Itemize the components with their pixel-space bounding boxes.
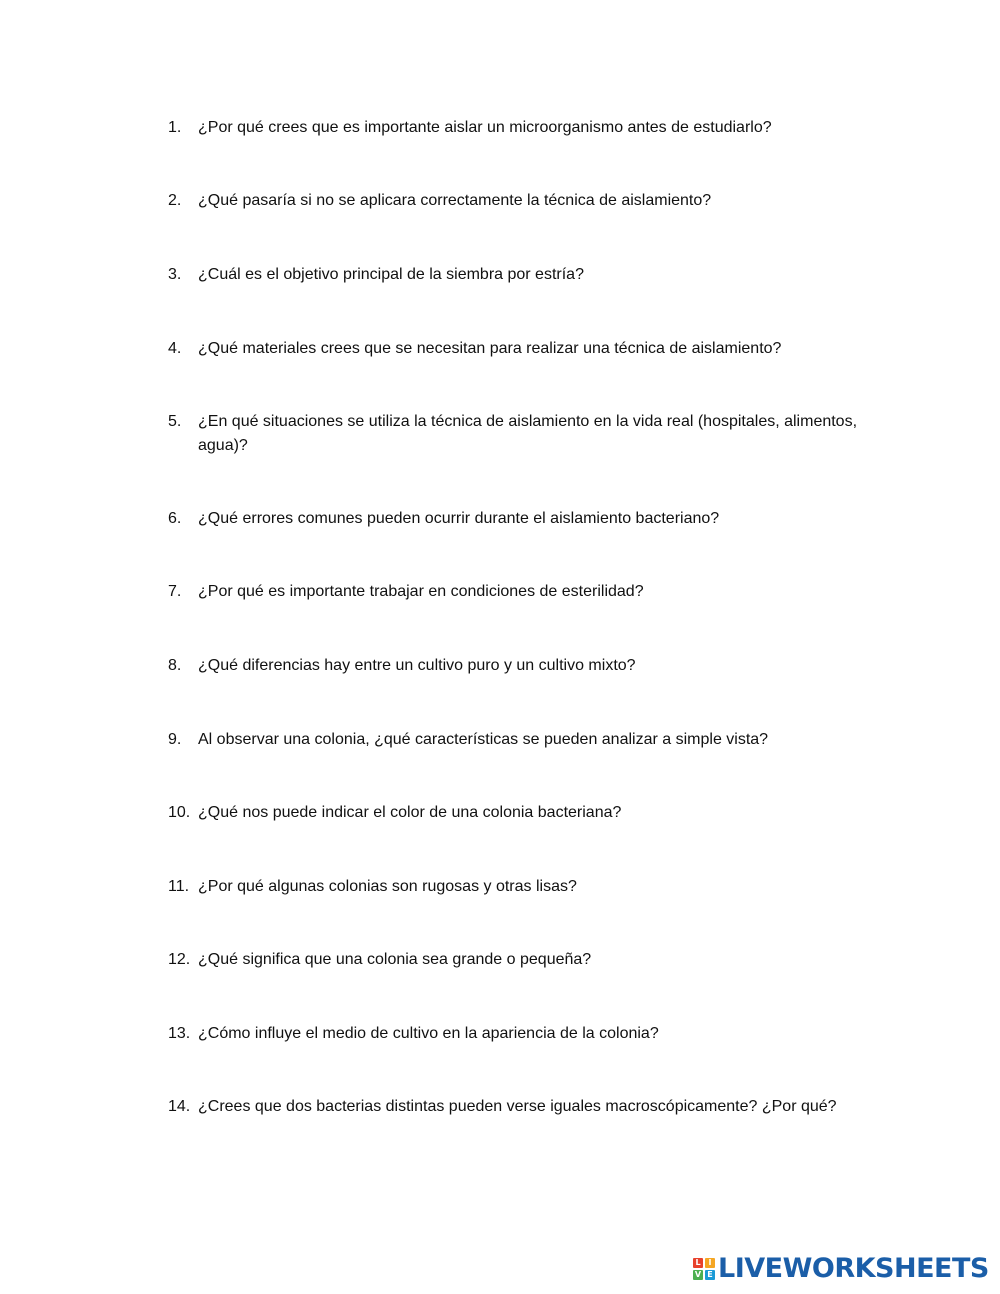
question-text: ¿En qué situaciones se utiliza la técnica de aislamiento en la vida real (hospitales, alimentos, agua)? xyxy=(198,413,858,454)
question-text: ¿Qué nos puede indicar el color de una colonia bacteriana? xyxy=(198,804,622,821)
question-item xyxy=(168,189,868,213)
question-item xyxy=(168,580,868,604)
question-number: 8. xyxy=(168,657,182,674)
liveworksheets-logo xyxy=(693,1254,989,1284)
question-text: ¿Crees que dos bacterias distintas pueden verse iguales macroscópicamente? ¿Por qué? xyxy=(198,1098,837,1115)
question-item xyxy=(168,116,868,140)
question-text: ¿Por qué algunas colonias son rugosas y otras lisas? xyxy=(198,878,577,895)
question-number: 4. xyxy=(168,340,182,357)
question-text: ¿Cuál es el objetivo principal de la siembra por estría? xyxy=(198,266,584,283)
question-text: ¿Qué pasaría si no se aplicara correctamente la técnica de aislamiento? xyxy=(198,192,712,209)
question-number: 10. xyxy=(168,804,191,821)
question-item xyxy=(168,507,868,531)
question-text: ¿Por qué es importante trabajar en condiciones de esterilidad? xyxy=(198,583,644,600)
logo-mark-letter: V xyxy=(694,1270,702,1279)
question-text: ¿Por qué crees que es importante aislar un microorganismo antes de estudiarlo? xyxy=(198,119,772,136)
logo-mark-letter: E xyxy=(705,1270,715,1280)
question-number: 5. xyxy=(168,413,182,430)
question-text: ¿Qué materiales crees que se necesitan para realizar una técnica de aislamiento? xyxy=(198,340,782,357)
question-item xyxy=(168,337,868,361)
question-number: 12. xyxy=(168,951,191,968)
question-item xyxy=(168,410,868,458)
question-item xyxy=(168,654,868,678)
logo-mark-letter: L xyxy=(693,1258,703,1268)
question-number: 14. xyxy=(168,1098,191,1115)
question-number: 1. xyxy=(168,119,182,136)
question-number: 13. xyxy=(168,1025,191,1042)
question-item xyxy=(168,948,868,972)
question-text: Al observar una colonia, ¿qué características se pueden analizar a simple vista? xyxy=(198,731,769,748)
question-number: 6. xyxy=(168,510,182,527)
question-item xyxy=(168,263,868,287)
question-text: ¿Cómo influye el medio de cultivo en la apariencia de la colonia? xyxy=(198,1025,659,1042)
question-number: 7. xyxy=(168,583,182,600)
logo-text: LIVEWORKSHEETS xyxy=(718,1253,989,1284)
question-text: ¿Qué diferencias hay entre un cultivo puro y un cultivo mixto? xyxy=(198,657,636,674)
question-number: 2. xyxy=(168,192,182,209)
question-item xyxy=(168,1022,868,1046)
question-item xyxy=(168,801,868,825)
question-number: 11. xyxy=(168,878,190,895)
question-number: 9. xyxy=(168,731,182,748)
logo-mark-icon xyxy=(693,1258,715,1280)
question-item xyxy=(168,1095,868,1119)
question-text: ¿Qué errores comunes pueden ocurrir durante el aislamiento bacteriano? xyxy=(198,510,720,527)
question-number: 3. xyxy=(168,266,182,283)
logo-mark-letter: I xyxy=(705,1258,715,1268)
question-text: ¿Qué significa que una colonia sea grande o pequeña? xyxy=(198,951,592,968)
question-item xyxy=(168,875,868,899)
question-item xyxy=(168,728,868,752)
